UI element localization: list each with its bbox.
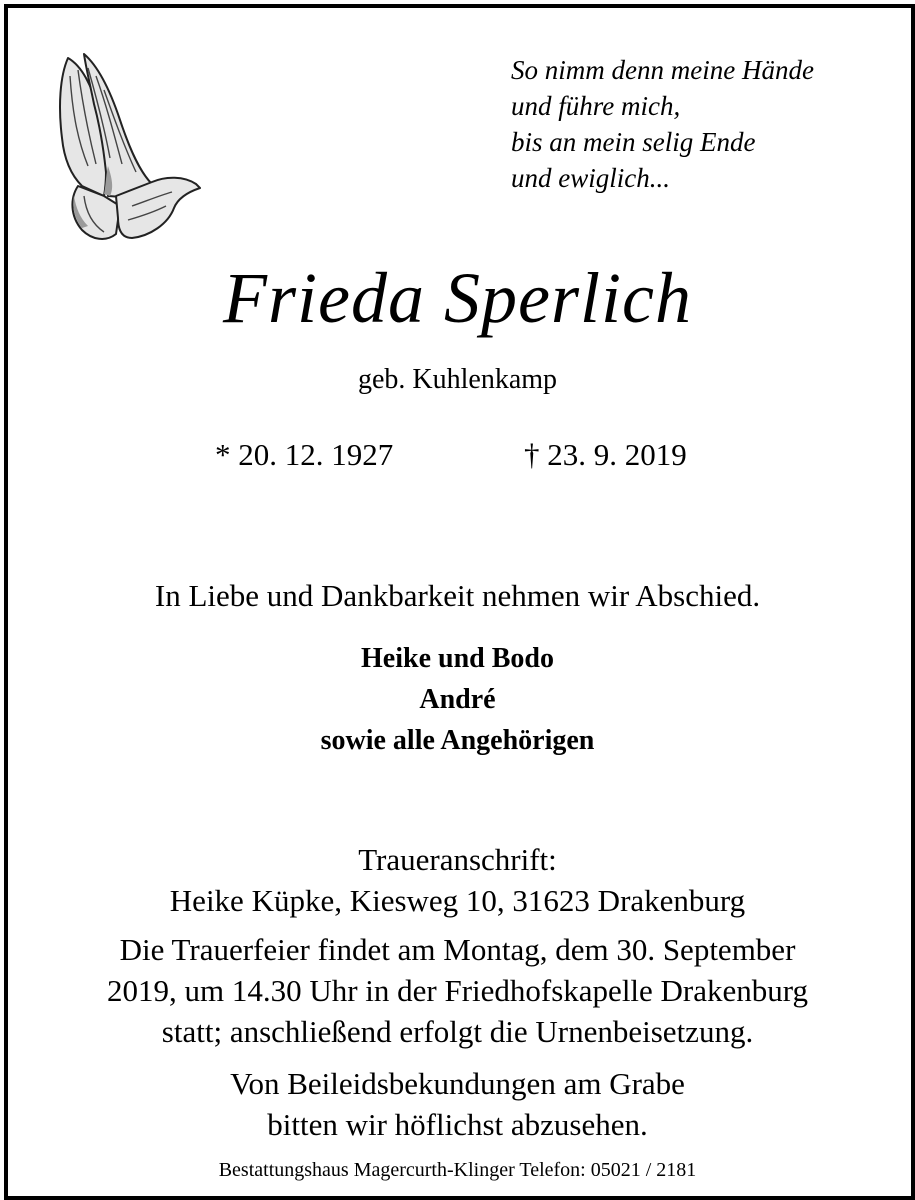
condolence-line: Von Beileidsbekundungen am Grabe xyxy=(230,1066,685,1101)
mourning-address xyxy=(0,839,915,921)
poem-line: und ewiglich... xyxy=(511,163,670,193)
condolence-notice xyxy=(0,1063,915,1145)
mourner-entry: André xyxy=(419,684,496,715)
ceremony-notice xyxy=(0,929,915,1052)
funeral-home-footer: Bestattungshaus Magercurth-Klinger Telefon: 05021 / 2181 xyxy=(218,1159,697,1181)
poem-line: bis an mein selig Ende xyxy=(511,127,756,157)
praying-hands-icon xyxy=(48,46,208,246)
farewell-message: In Liebe und Dankbarkeit nehmen wir Abschied. xyxy=(154,578,761,613)
poem-line: und führe mich, xyxy=(511,91,681,121)
address-value: Heike Küpke, Kiesweg 10, 31623 Drakenburg xyxy=(169,883,746,918)
ceremony-line: 2019, um 14.30 Uhr in der Friedhofskapelle Drakenburg xyxy=(106,973,809,1008)
mourner-entry: sowie alle Angehörigen xyxy=(320,725,595,756)
mourners-list xyxy=(0,638,915,761)
address-label: Traueranschrift: xyxy=(358,842,557,877)
mourner-entry: Heike und Bodo xyxy=(361,643,554,674)
condolence-line: bitten wir höflichst abzusehen. xyxy=(267,1107,648,1142)
deceased-name: Frieda Sperlich xyxy=(223,258,692,338)
ceremony-line: Die Trauerfeier findet am Montag, dem 30. September xyxy=(119,932,796,967)
ceremony-line: statt; anschließend erfolgt die Urnenbeisetzung. xyxy=(161,1014,754,1049)
death-date: † 23. 9. 2019 xyxy=(524,437,687,472)
birth-date: * 20. 12. 1927 xyxy=(215,437,394,472)
poem-line: So nimm denn meine Hände xyxy=(511,55,814,85)
maiden-name: geb. Kuhlenkamp xyxy=(357,364,558,395)
poem xyxy=(511,52,814,196)
